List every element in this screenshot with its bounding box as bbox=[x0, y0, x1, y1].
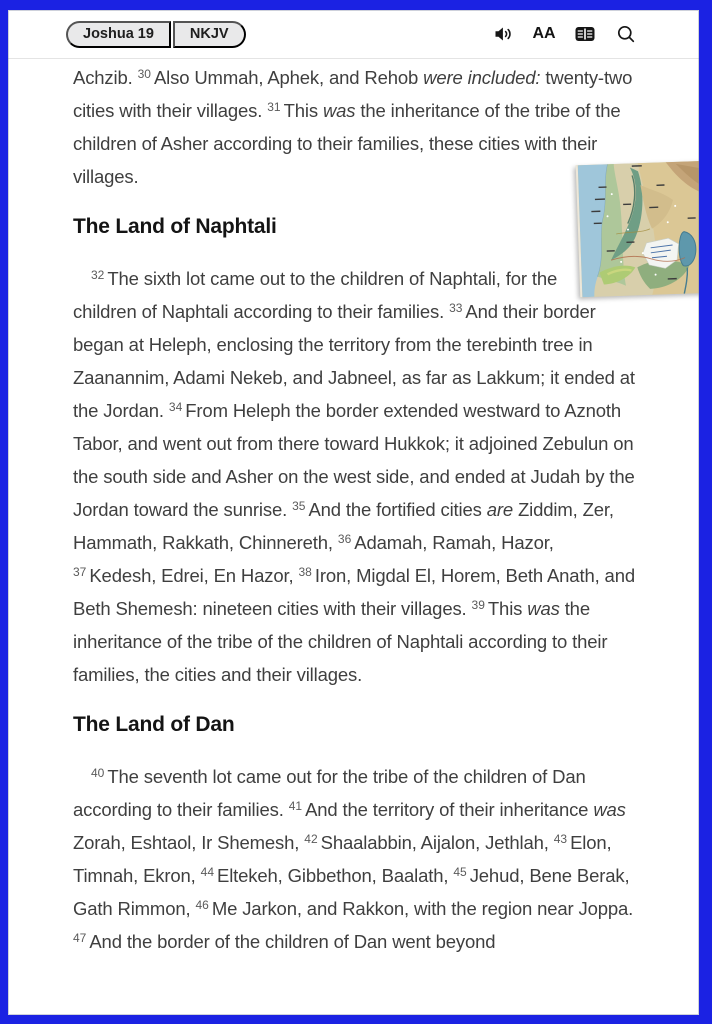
verse-number: 31 bbox=[267, 100, 281, 114]
verse-number: 35 bbox=[292, 499, 306, 513]
audio-icon[interactable] bbox=[492, 23, 514, 45]
verse-number: 33 bbox=[449, 301, 463, 315]
verse-number: 40 bbox=[91, 766, 105, 780]
section-heading: The Land of Dan bbox=[73, 713, 235, 736]
verse-paragraph[interactable]: $^{32}$ The sixth lot came out to the children of Naphtali, for the children of Naphtali according to their families. $^{33}$ And their border began at Heleph, enclosing the territory from the terebinth tree in Zaanannim, Adami Nekeb, and Jabneel, as far as Lakkum; it ended at the Jordan. $^{34}$ From Heleph the border extended westward to Aznoth Tabor, and went out from there toward Hukkok; it adjoined Zebulun on the south side and Asher on the west side, and ended at Judah by the Jordan toward the sunrise. $^{35}$ And the fortified cities are Ziddim, Zer, Hammath, Rakkath, Chinnereth, $^{36}$ Adamah, Ramah, Hazor, $^{37}$ Kedesh, Edrei, En Hazor, $^{38}$ Iron, Migdal El, Horem, Beth Anath, and Beth Shemesh: nineteen cities with their villages. $^{39}$ This was the inheritance of the tribe of the children of Naphtali according to their families, the cities and their villages. bbox=[73, 262, 640, 691]
verse-paragraph[interactable]: Achzib. $^{30}$ Also Ummah, Aphek, and Rehob were included: twenty-two cities with their villages. $^{31}$ This was the inheritance of the tribe of the children of Asher according to their families, these cities with their villages. bbox=[73, 67, 633, 187]
verse-number: 30 bbox=[137, 67, 151, 81]
verse-number: 37 bbox=[73, 565, 87, 579]
verse-number: 38 bbox=[298, 565, 312, 579]
verse-number: 34 bbox=[168, 400, 183, 414]
italic-supplied-word: was bbox=[593, 799, 626, 820]
search-icon[interactable] bbox=[615, 23, 637, 45]
verse-number: 41 bbox=[288, 799, 303, 813]
scripture-sections bbox=[73, 61, 640, 958]
verse-number: 42 bbox=[304, 832, 318, 846]
translation-selector-button[interactable]: NKJV bbox=[173, 21, 246, 48]
italic-supplied-word: were included: bbox=[423, 67, 541, 88]
reader-icon[interactable] bbox=[574, 23, 596, 45]
verse-number: 43 bbox=[553, 832, 568, 846]
map-illustration bbox=[578, 161, 712, 297]
verse-number: 32 bbox=[91, 268, 105, 282]
verse-number: 44 bbox=[200, 865, 214, 879]
verse-paragraph[interactable]: $^{40}$ The seventh lot came out for the tribe of the children of Dan according to their families. $^{41}$ And the territory of their inheritance was Zorah, Eshtaol, Ir Shemesh, $^{42}$ Shaalabbin, Aijalon, Jethlah, $^{43}$ Elon, Timnah, Ekron, $^{44}$ Eltekeh, Gibbethon, Baalath, $^{45}$ Jehud, Bene Berak, Gath Rimmon, $^{46}$ Me Jarkon, and Rakkon, with the region near Joppa. $^{47}$ And the border of the children of Dan went beyond bbox=[73, 766, 634, 952]
verse-number: 36 bbox=[337, 532, 352, 546]
verse-number: 39 bbox=[471, 598, 485, 612]
section-heading: The Land of Naphtali bbox=[73, 215, 277, 238]
verse-number: 46 bbox=[195, 898, 209, 912]
italic-supplied-word: was bbox=[527, 598, 560, 619]
text-settings-icon[interactable]: AA bbox=[532, 25, 556, 42]
bible-reader-window bbox=[8, 10, 699, 1015]
toolbar-icons bbox=[492, 23, 637, 45]
chapter-selector-button[interactable]: Joshua 19 bbox=[66, 21, 171, 48]
italic-supplied-word: are bbox=[486, 499, 514, 520]
italic-supplied-word: was bbox=[322, 100, 356, 121]
verse-number: 45 bbox=[453, 865, 467, 879]
tribal-lands-map-thumbnail[interactable] bbox=[576, 161, 712, 298]
reference-pill-group bbox=[66, 21, 246, 48]
verse-number: 47 bbox=[73, 931, 87, 945]
reader-toolbar bbox=[8, 10, 699, 59]
